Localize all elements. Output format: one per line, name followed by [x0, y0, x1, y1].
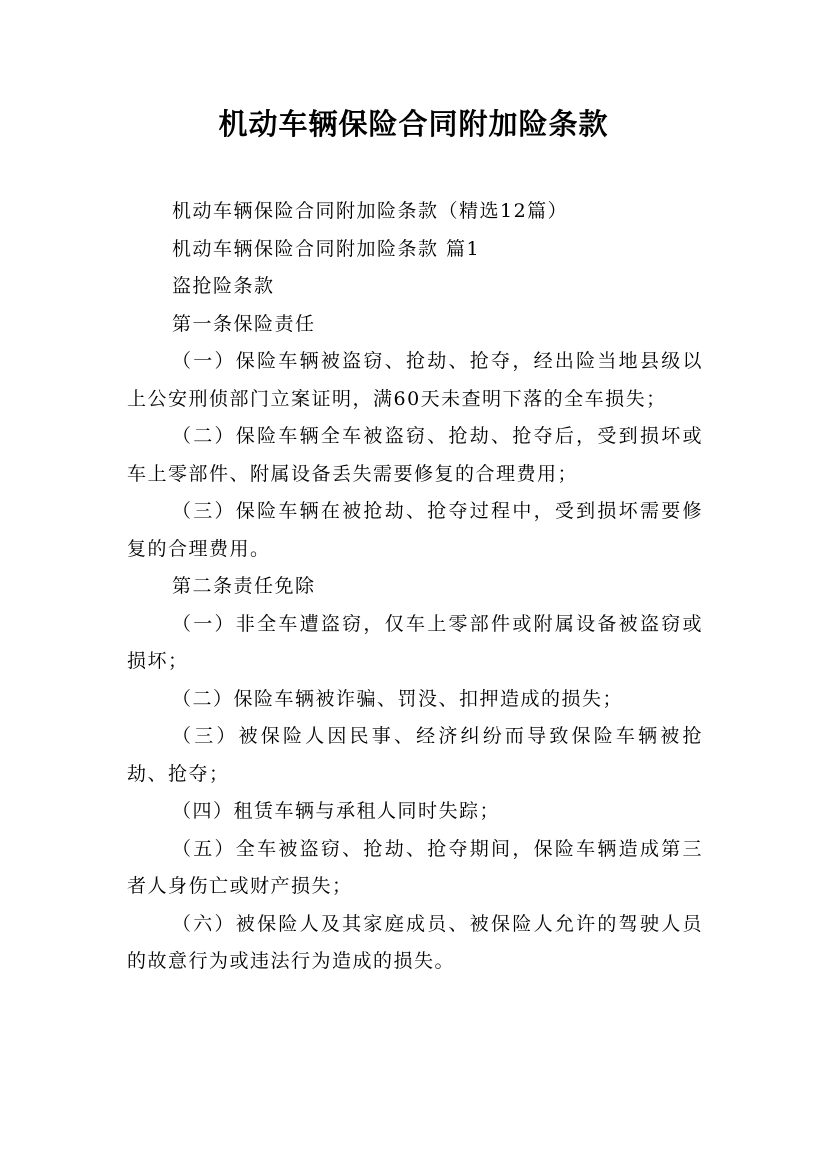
paragraph-article-2-item-5: （五）全车被盗窃、抢劫、抢夺期间，保险车辆造成第三者人身伤亡或财产损失； — [127, 837, 703, 897]
document-body — [127, 193, 703, 981]
paragraph-article-1-title: 第一条保险责任 — [172, 312, 316, 335]
paragraph-article-2-item-2: （二）保险车辆被诈骗、罚没、扣押造成的损失； — [172, 687, 624, 710]
paragraph-article-2-title: 第二条责任免除 — [172, 575, 316, 597]
paragraph-article-1-item-1: （一）保险车辆被盗窃、抢劫、抢夺，经出险当地县级以上公安刑侦部门立案证明，满60天未查明下落的全车损失； — [127, 350, 703, 410]
paragraph-chapter-title: 机动车辆保险合同附加险条款 篇1 — [172, 237, 481, 260]
document-title: 机动车辆保险合同附加险条款 — [218, 107, 609, 141]
paragraph-article-1-item-2: （二）保险车辆全车被盗窃、抢劫、抢夺后，受到损坏或车上零部件、附属设备丢失需要修复的合理费用； — [127, 425, 703, 485]
paragraph-heading-selection: 机动车辆保险合同附加险条款（精选12篇） — [172, 200, 569, 222]
paragraph-article-2-item-6: （六）被保险人及其家庭成员、被保险人允许的驾驶人员的故意行为或违法行为造成的损失。 — [127, 912, 703, 972]
paragraph-article-2-item-1: （一）非全车遭盗窃，仅车上零部件或附属设备被盗窃或损坏； — [127, 612, 703, 672]
paragraph-article-1-item-3: （三）保险车辆在被抢劫、抢夺过程中，受到损坏需要修复的合理费用。 — [127, 500, 703, 560]
paragraph-article-2-item-3: （三）被保险人因民事、经济纠纷而导致保险车辆被抢劫、抢夺； — [127, 725, 703, 785]
paragraph-article-2-item-4: （四）租赁车辆与承租人同时失踪； — [172, 800, 501, 822]
paragraph-section-title: 盗抢险条款 — [172, 275, 275, 297]
